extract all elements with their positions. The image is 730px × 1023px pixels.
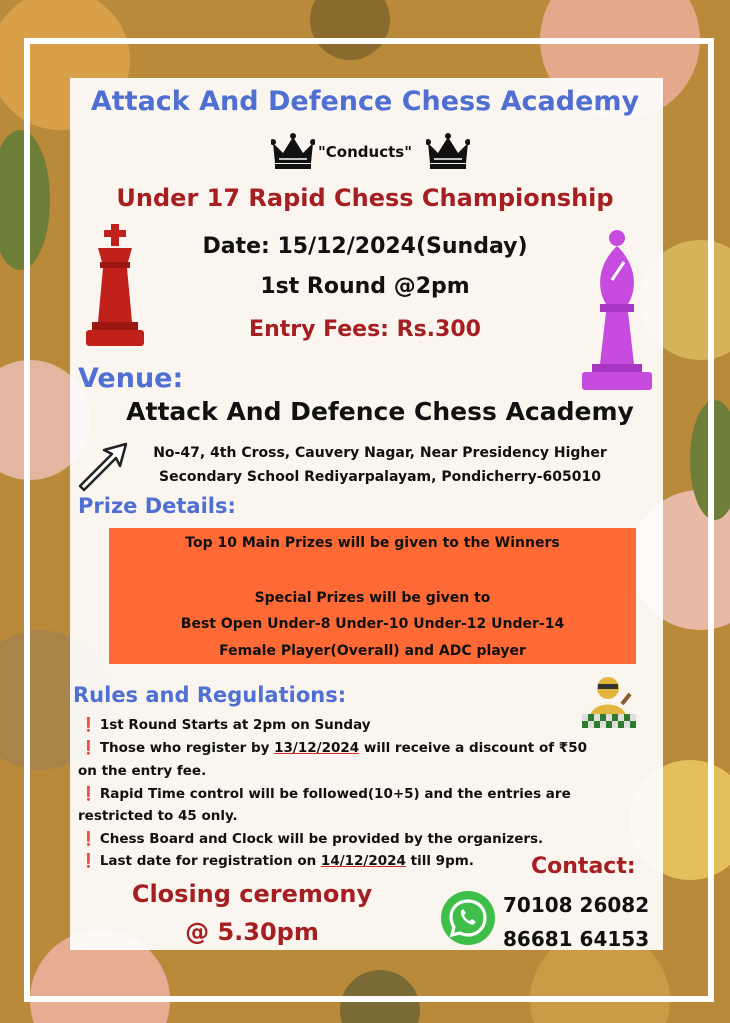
rule-1-text: 1st Round Starts at 2pm on Sunday <box>99 717 371 733</box>
venue-address-line1: No-47, 4th Cross, Cauvery Nagar, Near Presidency Higher <box>153 445 607 461</box>
phone-number-1[interactable]: 70108 26082 <box>503 893 650 917</box>
venue-heading: Venue: <box>78 363 184 394</box>
rule-2-text-pre: Those who register by <box>99 740 275 756</box>
venue-name: Attack And Defence Chess Academy <box>126 397 634 426</box>
exclamation-icon: ❗ <box>80 717 97 733</box>
rule-3-continued: restricted to 45 only. <box>78 808 238 824</box>
academy-title: Attack And Defence Chess Academy <box>90 86 640 117</box>
rule-5 <box>80 853 474 869</box>
rule-4 <box>80 831 543 847</box>
rule-3 <box>80 786 571 802</box>
early-registration-date: 13/12/2024 <box>274 740 360 756</box>
purple-bishop-piece <box>578 228 656 394</box>
rule-4-text: Chess Board and Clock will be provided by the organizers. <box>99 831 544 847</box>
event-date: Date: 15/12/2024(Sunday) <box>202 234 528 259</box>
chess-player-illustration <box>578 674 640 732</box>
venue-address-line2: Secondary School Rediyarpalayam, Pondicherry-605010 <box>159 469 601 485</box>
rule-5-text-post: till 9pm. <box>405 853 474 869</box>
rule-2 <box>80 740 587 756</box>
rule-2-continued: on the entry fee. <box>78 763 207 779</box>
rule-2-text-post: will receive a discount of ₹50 <box>359 740 587 756</box>
prize-line-female: Female Player(Overall) and ADC player <box>219 643 526 659</box>
exclamation-icon: ❗ <box>80 786 97 802</box>
prize-line-main: Top 10 Main Prizes will be given to the Winners <box>185 535 560 551</box>
first-round-time: 1st Round @2pm <box>260 274 470 299</box>
crown-icon <box>426 133 470 171</box>
exclamation-icon: ❗ <box>80 740 97 756</box>
rule-5-text-pre: Last date for registration on <box>99 853 321 869</box>
closing-time: @ 5.30pm <box>185 918 319 946</box>
entry-fees: Entry Fees: Rs.300 <box>249 317 481 342</box>
exclamation-icon: ❗ <box>80 831 97 847</box>
prize-line-special: Special Prizes will be given to <box>254 590 491 606</box>
exclamation-icon: ❗ <box>80 853 97 869</box>
contact-heading: Contact: <box>531 854 636 879</box>
rule-3-text: Rapid Time control will be followed(10+5) and the entries are <box>99 786 571 802</box>
rules-heading: Rules and Regulations: <box>73 683 347 707</box>
event-title: Under 17 Rapid Chess Championship <box>116 184 614 212</box>
rule-1 <box>80 717 371 733</box>
whatsapp-icon[interactable] <box>440 890 496 946</box>
last-registration-date: 14/12/2024 <box>320 853 406 869</box>
closing-ceremony: Closing ceremony <box>131 880 373 908</box>
prize-heading: Prize Details: <box>78 494 236 518</box>
conducts-text: "Conducts" <box>317 143 413 161</box>
phone-number-2[interactable]: 86681 64153 <box>503 927 650 951</box>
prize-line-categories: Best Open Under-8 Under-10 Under-12 Under-14 <box>180 616 565 632</box>
